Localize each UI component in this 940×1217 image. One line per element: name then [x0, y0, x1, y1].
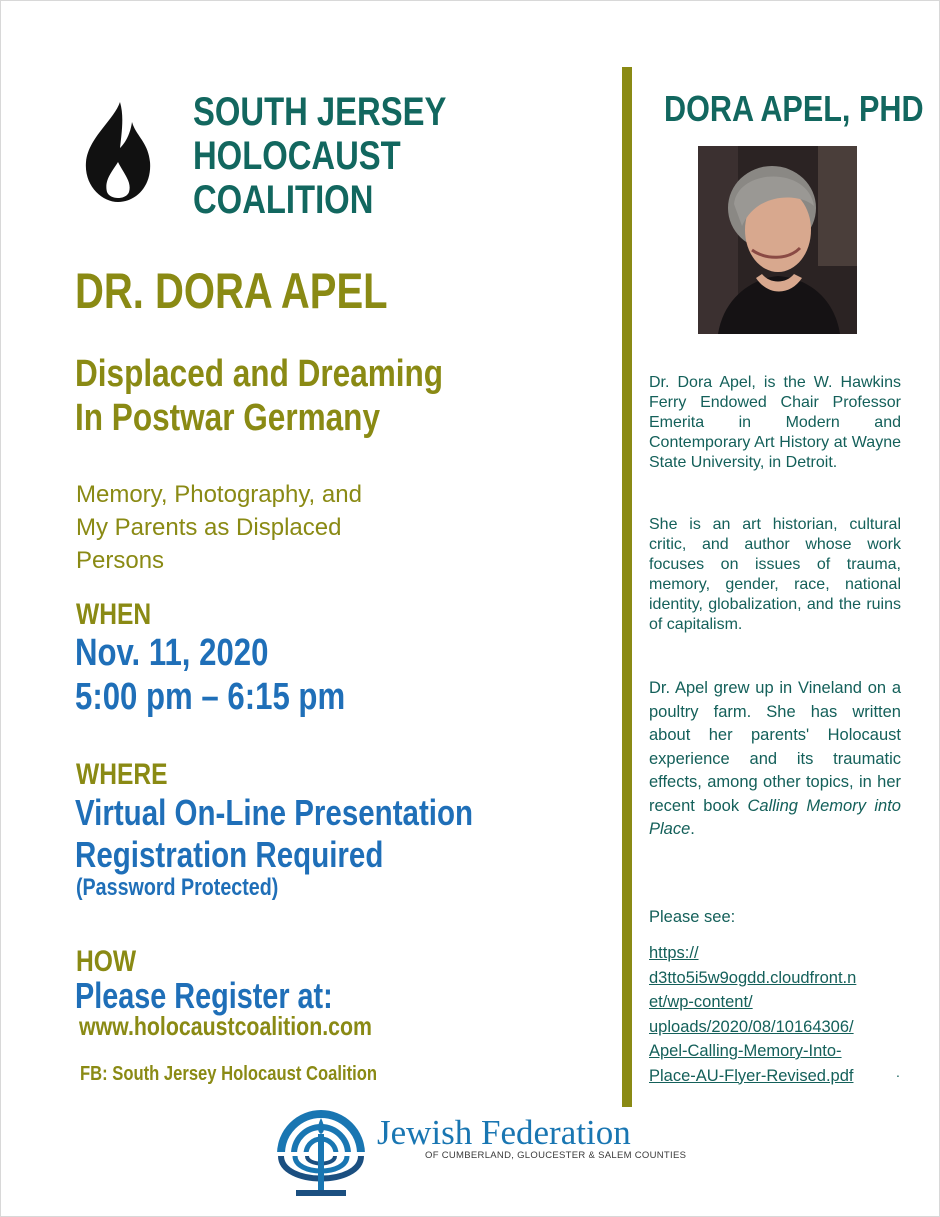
website-link[interactable]: www.holocaustcoalition.com [79, 1011, 372, 1041]
where-line-registration: Registration Required [75, 834, 384, 875]
url-line: Place-AU-Flyer-Revised.pdf [649, 1066, 854, 1085]
menorah-logo-icon [268, 1104, 374, 1196]
when-label: WHEN [76, 598, 152, 631]
bio-paragraph: She is an art historian, cultural critic, and author whose work focuses on issues of trauma, memory, gender, race, national identity, globalization, and the ruins of capitalism. [649, 516, 901, 633]
facebook-line: FB: South Jersey Holocaust Coalition [80, 1063, 377, 1085]
org-line: SOUTH JERSEY [193, 90, 447, 134]
subtitle-line: My Parents as Displaced [76, 514, 342, 541]
talk-title-line: In Postwar Germany [75, 397, 380, 439]
url-line: Apel-Calling-Memory-Into- [649, 1042, 842, 1060]
url-line: d3tto5i5w9ogdd.cloudfront.n [649, 968, 857, 987]
talk-title-line: Displaced and Dreaming [75, 353, 444, 395]
where-label: WHERE [76, 758, 168, 791]
flyer-url-link[interactable] [649, 941, 905, 1088]
url-line: uploads/2020/08/10164306/ [649, 1017, 854, 1036]
org-line: HOLOCAUST [193, 134, 401, 178]
talk-subtitle [76, 478, 362, 577]
flame-icon [80, 100, 156, 204]
how-label: HOW [76, 945, 137, 978]
register-line: Please Register at: [75, 975, 333, 1016]
event-time: 5:00 pm – 6:15 pm [75, 676, 346, 718]
federation-name: Jewish Federation [377, 1113, 631, 1152]
federation-subtitle: OF CUMBERLAND, GLOUCESTER & SALEM COUNTIES [425, 1150, 687, 1161]
event-date: Nov. 11, 2020 [75, 632, 269, 674]
password-note: (Password Protected) [76, 874, 279, 901]
organization-name [193, 90, 446, 222]
bio-text: . [690, 820, 695, 838]
url-line: et/wp-content/ [649, 993, 753, 1011]
url-line: https:// [649, 944, 699, 962]
speaker-photo-art [698, 146, 857, 334]
book-title: Calling Memory into Place [649, 796, 901, 838]
url-suffix: . [896, 1064, 900, 1080]
where-line-virtual: Virtual On-Line Presentation [75, 792, 474, 833]
column-divider [622, 67, 632, 1107]
please-see-label: Please see: [649, 908, 736, 926]
bio-paragraph [649, 677, 901, 842]
speaker-name: DR. DORA APEL [75, 263, 388, 319]
speaker-photo [698, 146, 857, 334]
org-line: COALITION [193, 178, 374, 222]
sidebar-title: DORA APEL, PHD [664, 88, 924, 129]
subtitle-line: Persons [76, 547, 165, 574]
bio-text: Dr. Apel grew up in Vineland on a poultry farm. She has written about her parents' Holocaust experience and its traumatic effects, among other topics, in her recent book [649, 679, 901, 815]
bio-paragraph: Dr. Dora Apel, is the W. Hawkins Ferry Endowed Chair Professor Emerita in Modern and Contemporary Art History at Wayne State University, in Detroit. [649, 374, 901, 471]
talk-title [75, 352, 443, 440]
subtitle-line: Memory, Photography, and [76, 481, 362, 508]
